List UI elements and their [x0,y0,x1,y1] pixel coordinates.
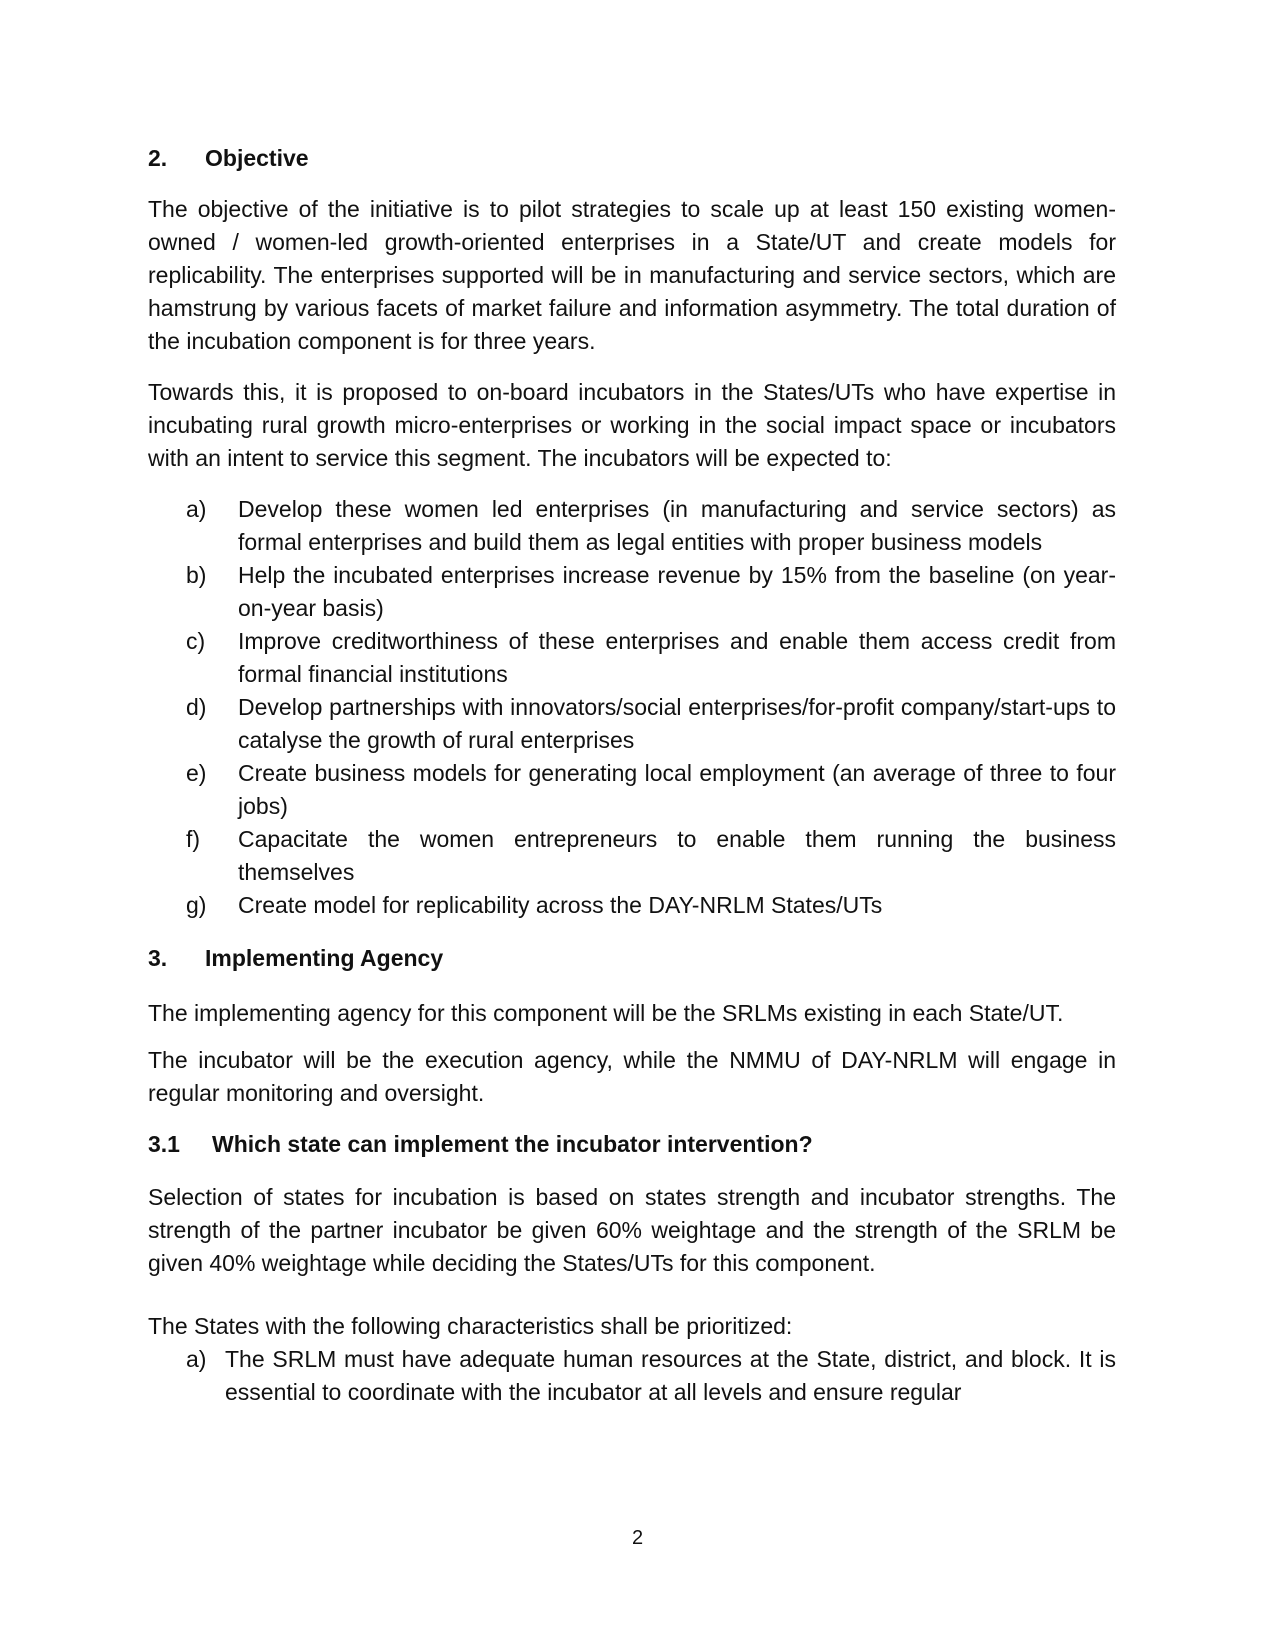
list-item-text: Develop partnerships with innovators/social enterprises/for-profit company/start-ups to catalyse the growth of rural enterprises [238,694,1116,753]
objective-paragraph-2: Towards this, it is proposed to on-board incubators in the States/UTs who have expertise in incubating rural growth micro-enterprises or working in the social impact space or incubators with an intent to service this segment. The incubators will be expected to: [148,379,1116,471]
list-item-text: Develop these women led enterprises (in manufacturing and service sectors) as formal enterprises and build them as legal entities with proper business models [238,496,1116,555]
list-item-text: Help the incubated enterprises increase revenue by 15% from the baseline (on year-on-year basis) [238,562,1116,621]
list-marker: f) [186,826,201,852]
list-marker: d) [186,694,207,720]
list-item [148,625,1116,691]
list-item [148,757,1116,823]
list-marker: e) [186,760,207,786]
list-marker: a) [186,1346,207,1372]
section-heading-objective [148,142,1116,175]
list-item [148,889,1116,922]
implementing-paragraph-1: The implementing agency for this component will be the SRLMs existing in each State/UT. [148,1000,1064,1026]
list-item-text: Create model for replicability across the DAY-NRLM States/UTs [238,892,883,918]
state-characteristics-list [148,1343,1116,1409]
section-title: Objective [205,145,309,171]
section-number: 2. [148,145,168,171]
list-item [148,1343,1116,1409]
list-item [148,823,1116,889]
list-item [148,691,1116,757]
list-item-text: The SRLM must have adequate human resources at the State, district, and block. It is essential to coordinate with the incubator at all levels and ensure regular [225,1346,1116,1405]
list-item-text: Improve creditworthiness of these enterprises and enable them access credit from formal financial institutions [238,628,1116,687]
list-marker: g) [186,892,207,918]
subsection-heading-which-state [148,1128,1116,1161]
subsection-number: 3.1 [148,1131,180,1157]
list-item-text: Create business models for generating local employment (an average of three to four jobs) [238,760,1116,819]
list-item [148,559,1116,625]
selection-paragraph-2: The States with the following characteristics shall be prioritized: [148,1313,793,1339]
list-marker: c) [186,628,206,654]
section-number: 3. [148,945,168,971]
list-item-text: Capacitate the women entrepreneurs to enable them running the business themselves [238,826,1116,885]
list-marker: a) [186,496,207,522]
section-title: Implementing Agency [205,945,444,971]
list-item [148,493,1116,559]
section-heading-implementing-agency [148,942,1116,975]
page-number: 2 [631,1527,644,1549]
list-marker: b) [186,562,207,588]
subsection-title: Which state can implement the incubator intervention? [212,1131,813,1157]
page-content [148,142,1116,1409]
implementing-paragraph-2: The incubator will be the execution agency, while the NMMU of DAY-NRLM will engage in regular monitoring and oversight. [148,1047,1116,1106]
selection-paragraph-1: Selection of states for incubation is based on states strength and incubator strengths. The strength of the partner incubator be given 60% weightage and the strength of the SRLM be given 40% weightage while deciding the States/UTs for this component. [148,1184,1116,1276]
objective-paragraph-1: The objective of the initiative is to pilot strategies to scale up at least 150 existing women-owned / women-led growth-oriented enterprises in a State/UT and create models for replicability. The enterprises supported will be in manufacturing and service sectors, which are hamstrung by various facets of market failure and information asymmetry. The total duration of the incubation component is for three years. [148,196,1116,354]
incubator-expectations-list [148,493,1116,922]
